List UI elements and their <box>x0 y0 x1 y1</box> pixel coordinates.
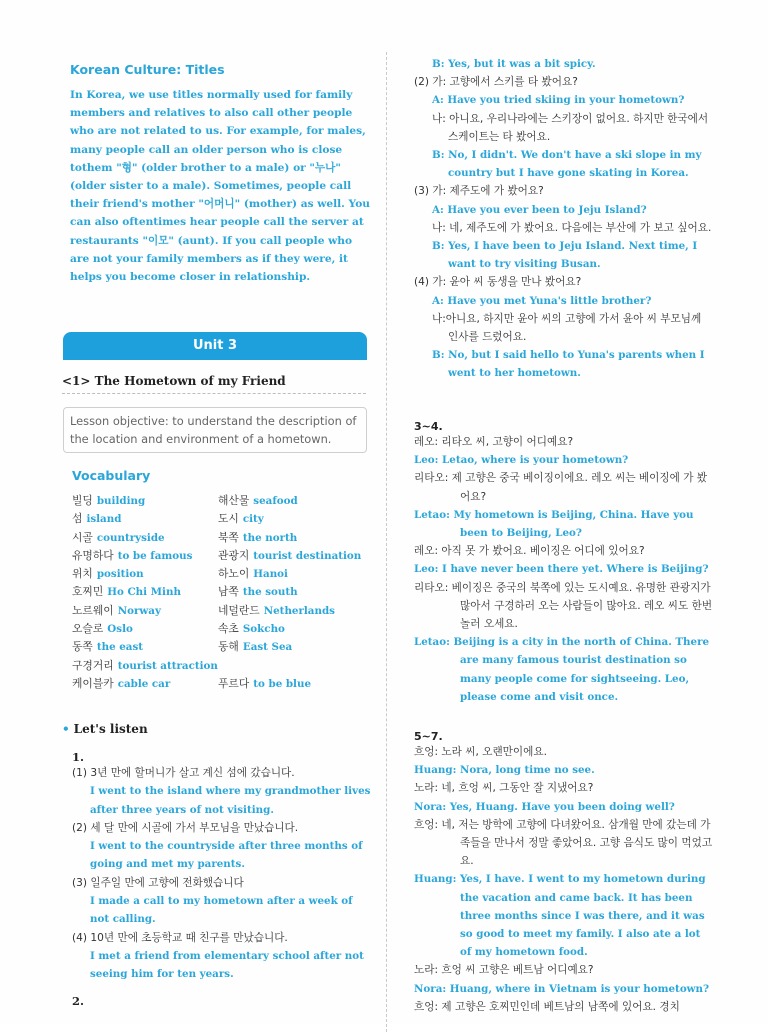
listen-item <box>72 929 372 984</box>
vocab-english: Hanoi <box>253 568 288 581</box>
translation-line: B: No, I didn't. We don't have a ski slope in my country but I have gone skating in Korea. <box>432 149 702 180</box>
vocab-korean: 노르웨이 <box>72 603 114 617</box>
vocab-korean: 푸르다 <box>218 676 250 690</box>
vocab-english: East Sea <box>242 641 293 654</box>
listen-korean: (1) 3년 만에 할머니가 살고 계신 섬에 갔습니다. <box>72 767 295 779</box>
vocab-entry <box>218 675 311 693</box>
vocabulary-list <box>72 492 372 693</box>
dialogue-english-line: Letao: Beijing is a city in the north of China. There are many famous tourist destination so many people come for sightseeing. Leo, please come and visit once. <box>414 636 710 703</box>
vocabulary-title: Vocabulary <box>72 468 151 483</box>
listen-korean: (4) 10년 만에 초등학교 때 친구를 만났습니다. <box>72 931 288 944</box>
section-number-5-7: 5~7. <box>414 730 443 743</box>
vocab-entry <box>72 565 144 583</box>
listen-item <box>72 874 372 929</box>
vocab-korean: 섬 <box>72 512 83 526</box>
vocab-english: to be famous <box>117 549 193 562</box>
vocab-row <box>72 583 372 601</box>
vocab-korean: 네덜란드 <box>218 603 260 617</box>
right-column-qa <box>414 55 714 383</box>
answer-line: 나: 아니요, 우리나라에는 스키장이 없어요. 하지만 한국에서 스케이트는 타 봤어요. <box>432 112 709 143</box>
question-line: (4) 가: 윤아 씨 동생을 만나 봤어요? <box>414 276 582 289</box>
answer-line: 나:아니요, 하지만 윤아 씨의 고향에 가서 윤아 씨 부모님께 인사를 드렸어요. <box>432 312 702 344</box>
listen-english: I went to the island where my grandmother lives after three years of not visiting. <box>90 785 371 816</box>
dialogue-korean-line: 흐엉: 네, 저는 방학에 고향에 다녀왔어요. 삼개월 만에 갔는데 가족들을 만나서 정말 좋았어요. 고향 음식도 많이 먹었고요. <box>414 818 713 868</box>
vocab-entry <box>218 638 292 656</box>
lesson-title: <1> The Hometown of my Friend <box>62 374 286 388</box>
vocab-english: Sokcho <box>242 623 285 636</box>
vocab-entry <box>218 492 298 510</box>
vocab-korean: 북쪽 <box>218 530 239 544</box>
vocab-english: the south <box>242 586 298 599</box>
column-divider <box>386 52 387 1032</box>
dialogue-english-line: Leo: Letao, where is your hometown? <box>414 454 629 467</box>
vocab-row <box>72 510 372 528</box>
answer-line: B: Yes, but it was a bit spicy. <box>432 58 596 70</box>
section-number-3-4: 3~4. <box>414 420 443 433</box>
vocab-entry <box>218 602 335 620</box>
vocab-english: Ho Chi Minh <box>107 586 181 599</box>
vocab-english: island <box>86 513 122 526</box>
vocab-entry <box>218 565 288 583</box>
vocab-korean: 속초 <box>218 622 239 636</box>
bullet-icon: • <box>62 722 70 736</box>
vocab-entry <box>218 620 285 638</box>
section-number-1: 1. <box>72 750 85 764</box>
vocab-korean: 도시 <box>218 512 239 526</box>
dialogue-english-line: Nora: Huang, where in Vietnam is your hometown? <box>414 982 710 995</box>
vocab-entry <box>72 620 133 638</box>
vocab-korean: 동해 <box>218 640 239 654</box>
question-line: (3) 가: 제주도에 가 봤어요? <box>414 185 544 198</box>
vocab-english: countryside <box>96 531 165 544</box>
vocab-entry <box>218 510 264 528</box>
vocab-korean: 남쪽 <box>218 585 239 599</box>
dialogue-3-4 <box>414 420 714 706</box>
vocab-korean: 구경거리 <box>72 658 114 672</box>
vocab-entry <box>72 638 143 656</box>
dialogue-5-7 <box>414 730 714 1016</box>
translation-line: A: Have you met Yuna's little brother? <box>432 294 652 307</box>
vocab-row <box>72 492 372 510</box>
answer-line: 나: 네, 제주도에 가 봤어요. 다음에는 부산에 가 보고 싶어요. <box>432 221 712 234</box>
vocab-row <box>72 620 372 638</box>
vocab-english: tourist attraction <box>117 659 218 672</box>
vocab-row <box>72 529 372 547</box>
dialogue-english-line: Nora: Yes, Huang. Have you been doing well? <box>414 800 675 813</box>
dialogue-english-line: Leo: I have never been there yet. Where is Beijing? <box>414 563 709 576</box>
vocab-entry <box>72 675 170 693</box>
vocab-korean: 오슬로 <box>72 622 104 636</box>
dialogue-korean-line: 리타오: 베이징은 중국의 북쪽에 있는 도시예요. 유명한 관광지가 많아서 구경하러 오는 사람들이 많아요. 레오 씨도 한번 놀러 오세요. <box>414 581 713 631</box>
vocab-english: tourist destination <box>253 549 362 562</box>
vocab-entry <box>72 492 145 510</box>
dialogue-korean-line: 레오: 아직 못 가 봤어요. 베이징은 어디에 있어요? <box>414 545 645 558</box>
translation-line: B: Yes, I have been to Jeju Island. Next time, I want to try visiting Busan. <box>432 240 698 271</box>
vocab-english: Netherlands <box>263 604 335 617</box>
translation-line: A: Have you tried skiing in your hometown? <box>432 94 685 107</box>
listen-english: I made a call to my hometown after a week of not calling. <box>90 895 353 926</box>
dialogue-english-line: Huang: Yes, I have. I went to my hometown during the vacation and came back. It has been three months since I was there, and it was so good to meet my family. I also ate a lot of my hometown food. <box>414 873 706 959</box>
vocab-korean: 케이블카 <box>72 676 114 690</box>
lesson-objective-box: Lesson objective: to understand the description of the location and environment of a hometown. <box>63 407 367 453</box>
translation-line: B: No, but I said hello to Yuna's parents when I went to her hometown. <box>432 349 705 380</box>
vocab-english: the east <box>96 641 144 654</box>
vocab-row <box>72 602 372 620</box>
dialogue-korean-line: 노라: 흐엉 씨 고향은 베트남 어디예요? <box>414 964 594 977</box>
vocab-korean: 빌딩 <box>72 494 93 507</box>
translation-line: A: Have you ever been to Jeju Island? <box>432 203 647 216</box>
vocab-english: position <box>96 568 144 581</box>
vocab-entry <box>72 657 218 675</box>
vocab-korean: 호찌민 <box>72 585 104 599</box>
dialogue-lines <box>414 433 714 706</box>
vocab-korean: 위치 <box>72 567 93 581</box>
lesson-title-underline <box>62 393 366 394</box>
vocab-english: to be blue <box>253 677 311 690</box>
question-line: (2) 가: 고향에서 스키를 타 봤어요? <box>414 76 578 89</box>
vocab-english: city <box>242 513 264 526</box>
vocab-english: building <box>96 495 146 507</box>
vocab-entry <box>72 510 121 528</box>
dialogue-english-line: Letao: My hometown is Beijing, China. Have you been to Beijing, Leo? <box>414 508 694 540</box>
vocab-korean: 해산물 <box>218 494 250 507</box>
listen-item <box>72 819 372 874</box>
vocab-english: Norway <box>117 604 161 617</box>
vocab-korean: 하노이 <box>218 567 250 581</box>
vocab-english: seafood <box>253 495 298 507</box>
vocab-english: the north <box>242 531 298 544</box>
unit-banner: Unit 3 <box>63 332 367 360</box>
dialogue-korean-line: 흐엉: 노라 씨, 오랜만이에요. <box>414 746 547 758</box>
lets-listen-heading <box>62 722 148 736</box>
vocab-row <box>72 547 372 565</box>
vocab-english: cable car <box>117 677 171 690</box>
vocab-korean: 시골 <box>72 530 93 544</box>
listen-korean: (3) 일주일 만에 고향에 전화했습니다 <box>72 876 244 889</box>
culture-body: In Korea, we use titles normally used for family members and relatives to also call other people who are not related to us. For example, for males, many people call an older person who is close tothem "형" (older brother to a male) or "누나" (older sister to a male). Sometimes, people call their friend's mother "어머니" (mother) as well. You can also oftentimes hear people call the server at restaurants "이모" (aunt). If you call people who are not your family members as if they were, it helps you become closer in relationship. <box>70 89 370 284</box>
dialogue-english-line: Huang: Nora, long time no see. <box>414 764 595 777</box>
listen-english: I met a friend from elementary school after not seeing him for ten years. <box>90 949 364 981</box>
vocab-entry <box>72 547 192 565</box>
vocab-korean: 관광지 <box>218 548 250 562</box>
listen-english: I went to the countryside after three months of going and met my parents. <box>90 840 363 871</box>
vocab-entry <box>72 583 181 601</box>
listen-items <box>72 764 372 984</box>
section-number-2: 2. <box>72 993 85 1008</box>
dialogue-korean-line: 레오: 리타오 씨, 고향이 어디예요? <box>414 436 574 448</box>
vocab-english: Oslo <box>107 623 133 636</box>
vocab-row <box>72 675 372 693</box>
dialogue-korean-line: 흐엉: 제 고향은 호찌민인데 베트남의 남쪽에 있어요. 경치 <box>414 1000 680 1013</box>
vocab-entry <box>218 547 361 565</box>
listen-item <box>72 764 372 819</box>
vocab-row <box>72 657 372 675</box>
vocab-korean: 유명하다 <box>72 548 114 562</box>
lets-listen-label: Let's listen <box>73 722 148 736</box>
listen-section <box>72 750 372 1008</box>
vocab-entry <box>218 583 298 601</box>
vocab-entry <box>218 529 297 547</box>
dialogue-korean-line: 노라: 네, 흐엉 씨, 그동안 잘 지냈어요? <box>414 782 594 795</box>
vocab-korean: 동쪽 <box>72 640 93 654</box>
dialogue-lines <box>414 743 714 1016</box>
vocab-entry <box>72 602 161 620</box>
vocab-row <box>72 638 372 656</box>
culture-title: Korean Culture: Titles <box>70 62 225 77</box>
dialogue-korean-line: 리타오: 제 고향은 중국 베이징이에요. 레오 씨는 베이징에 가 봤어요? <box>414 472 708 503</box>
listen-korean: (2) 세 달 만에 시골에 가서 부모님을 만났습니다. <box>72 821 299 834</box>
vocab-row <box>72 565 372 583</box>
vocab-entry <box>72 529 165 547</box>
